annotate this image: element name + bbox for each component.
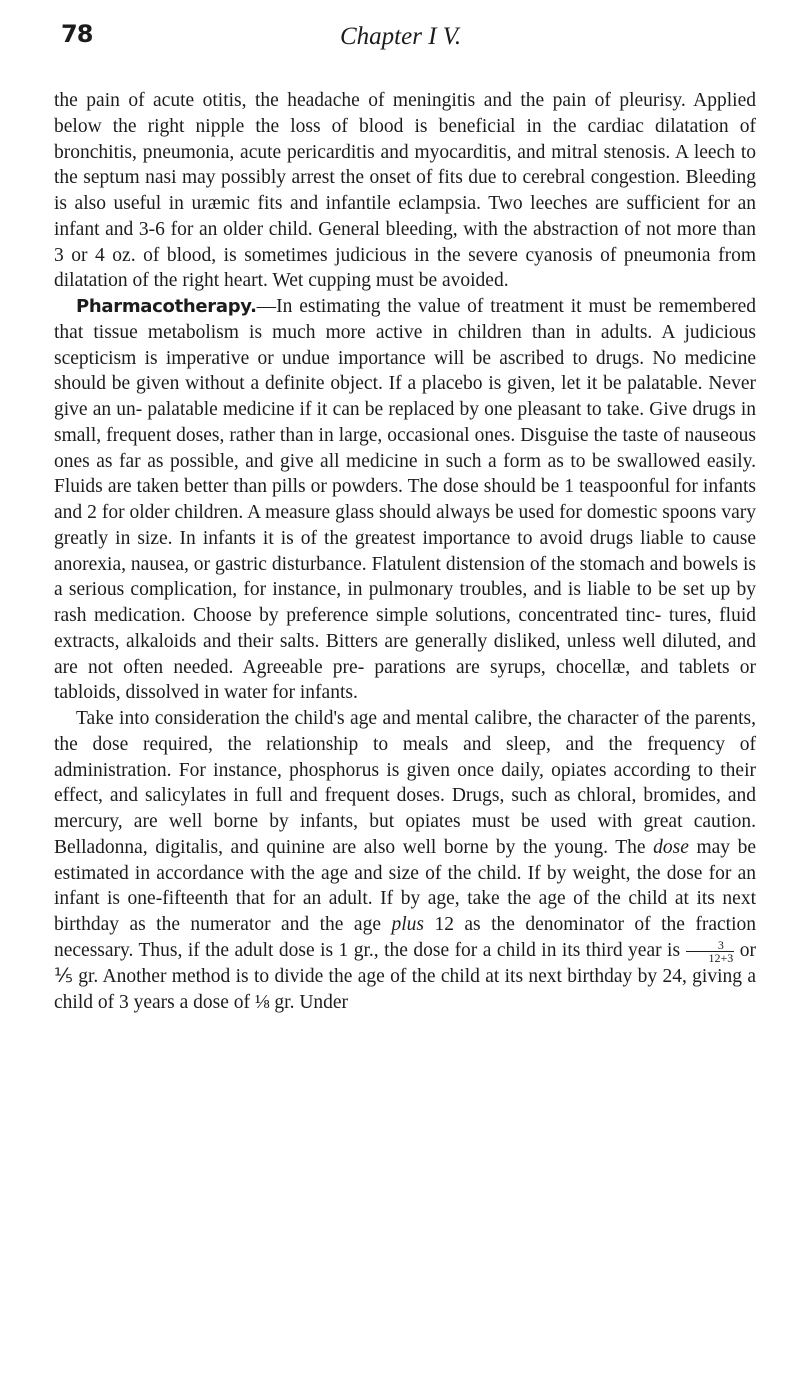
fraction-one-fifth: ⅕ — [54, 965, 73, 987]
dosage-text-d: gr. Another method is to divide the age of the child at its next birthday by 24, giving a child of 3 years a dose of — [54, 965, 756, 1013]
fraction-three-fifteenths — [686, 939, 735, 964]
plus-term: plus — [391, 914, 424, 935]
or-word: or — [739, 939, 757, 961]
fraction-one-eighth: ⅛ — [254, 991, 270, 1013]
chapter-heading: Chapter I V. — [340, 23, 462, 50]
page-number: 78 — [61, 20, 93, 48]
paragraph-pharmacotherapy — [54, 294, 756, 706]
paragraph-bleeding: the pain of acute otitis, the headache of meningitis and the pain of pleurisy. Applied below the right nipple the loss of blood is beneficial in the cardiac dilatation of bronchitis, pneumonia, acute pericarditis and myocarditis, and mitral stenosis. A leech to the septum nasi may possibly arrest the onset of fits due to cerebral congestion. Bleeding is also useful in uræmic fits and infantile eclampsia. Two leeches are sufficient for an infant and 3-6 for an older child. General bleeding, with the abstraction of not more than 3 or 4 oz. of blood, is sometimes judicious in the severe cyanosis of pneumonia from dilatation of the right heart. Wet cupping must be avoided. — [54, 90, 756, 292]
pharmacotherapy-text: —In estimating the value of treatment it must be remembered that tissue metabolism is much more active in children than in adults. A judicious scepticism is imperative or undue importance will be ascribed to drugs. No medicine should be given without a definite object. If a placebo is given, let it be palatable. Never give an un- palatable medicine if it can be replaced by one pleasant to take. Give drugs in small, frequent doses, rather than in large, occasional ones. Disguise the taste of nauseous ones as far as possible, and give all medicine in such a form as to be swallowed easily. Fluids are taken better than pills or powders. The dose should be 1 teaspoonful for infants and 2 for older children. A measure glass should always be used for domestic spoons vary greatly in size. In infants it is of the greatest importance to avoid drugs liable to cause anorexia, nausea, or gastric disturbance. Flatulent distension of the stomach and bowels is a serious complication, for instance, in pulmonary troubles, and is liable to be set up by rash medication. Choose by preference simple solutions, concentrated tinc- tures, fluid extracts, alkaloids and their salts. Bitters are generally disliked, unless well diluted, and are not often needed. Agreeable pre- parations are syrups, chocellæ, and tablets or tabloids, dissolved in water for infants. — [54, 296, 756, 704]
dosage-text-b: may be estimated in accordance with the age and size of the child. If by weight, the dose for an infant is one-fifteenth that for an adult. If by age, take the age of the child at its next birthday as the numerator and the age — [54, 836, 757, 935]
fraction-numerator: 3 — [686, 939, 735, 952]
page-body — [54, 88, 756, 1015]
section-heading-pharmacotherapy: Pharmacotherapy. — [76, 296, 257, 317]
paragraph-dosage — [54, 706, 756, 1015]
dose-term: dose — [653, 836, 689, 858]
dosage-text-c: 12 as the denominator of the fraction necessary. Thus, if the adult dose is 1 gr., the dose for a child in its third year is — [54, 914, 757, 961]
dosage-text-e: gr. Under — [274, 991, 349, 1013]
dosage-text-a: Take into consideration the child's age and mental calibre, the character of the parents, the dose required, the relationship to meals and sleep, and the frequency of administration. For instance, phosphorus is given once daily, opiates according to their effect, and salicylates in full and frequent doses. Drugs, such as chloral, bromides, and mercury, are well borne by infants, but opiates must be used with great caution. Belladonna, digitalis, and quinine are also well borne by the young. The — [54, 708, 756, 858]
fraction-denominator: 12+3 — [708, 950, 734, 965]
